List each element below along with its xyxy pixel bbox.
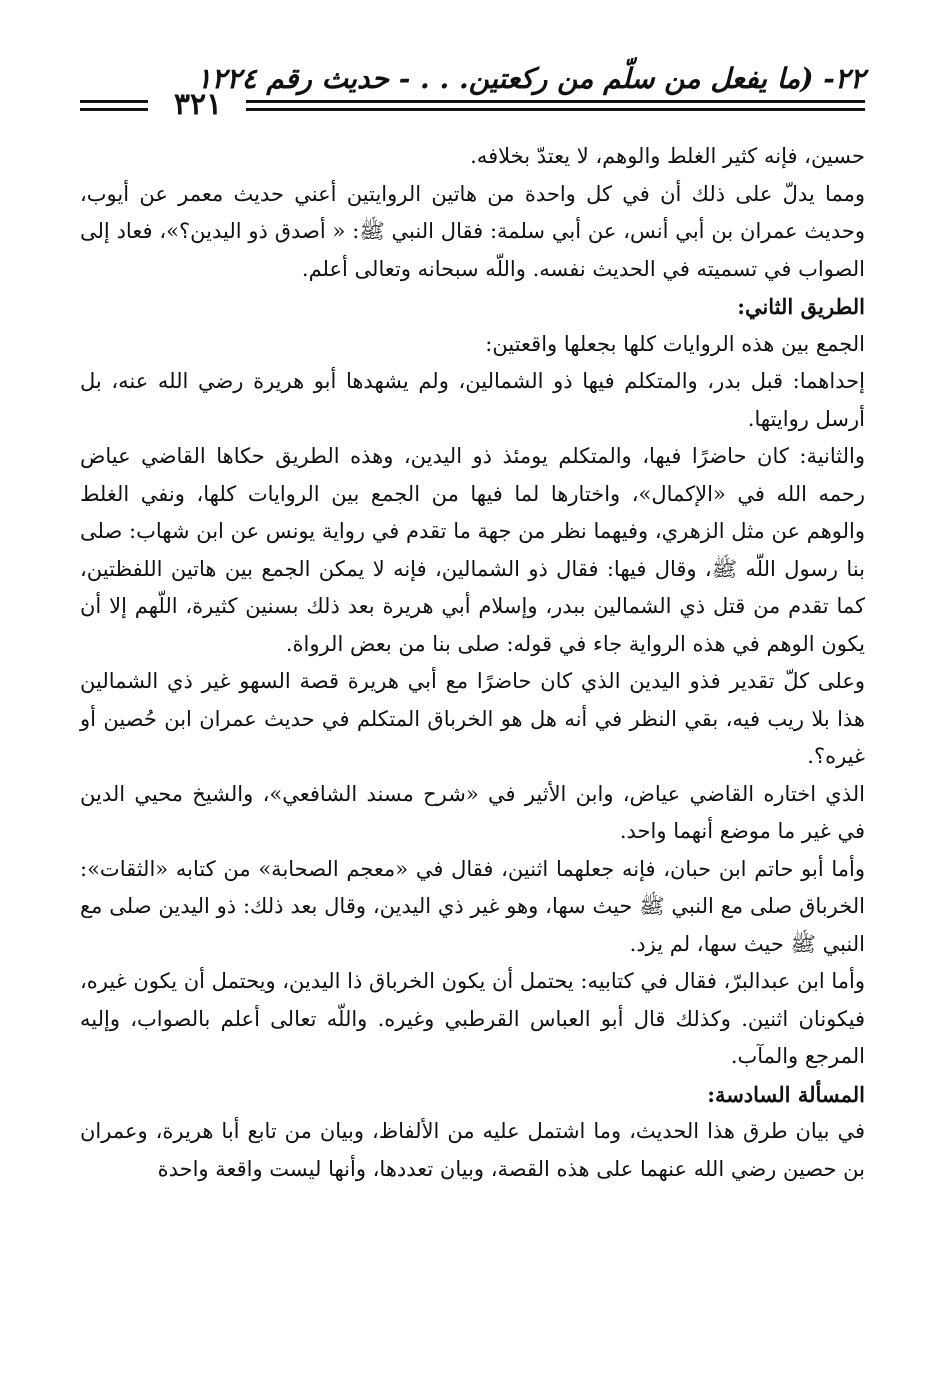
paragraph: وعلى كلّ تقدير فذو اليدين الذي كان حاضرًا مع أبي هريرة قصة السهو غير ذي الشمالين هذا بلا ريب فيه، بقي النظر في أنه هل هو الخرباق المتكلم في حديث عمران ابن حُصين أو غيره؟. [80,669,865,768]
paragraph: إحداهما: قبل بدر، والمتكلم فيها ذو الشمالين، ولم يشهدها أبو هريرة رضي الله عنه، بل أرسل روايتها. [80,369,865,431]
section-heading: الطريق الثاني: [737,294,865,319]
paragraph: الذي اختاره القاضي عياض، وابن الأثير في «شرح مسند الشافعي»، والشيخ محيي الدين في غير ما موضع أنهما واحد. [80,781,865,843]
page-number: ٣٢١ [173,87,223,122]
paragraph: وأما أبو حاتم ابن حبان، فإنه جعلهما اثنين، فقال في «معجم الصحابة» من كتابه «الثقات»: الخرباق صلى مع النبي ﷺ حيث سها، وهو غير ذي اليدين، وقال بعد ذلك: ذو اليدين صلى مع النبي ﷺ حيث سها، لم يزد. [80,856,865,956]
header-rule-right [246,100,865,111]
body-text [80,138,865,1188]
page-header [80,40,865,130]
paragraph: والثانية: كان حاضرًا فيها، والمتكلم يومئذ ذو اليدين، وهذه الطريق حكاها القاضي عياض رحمه الله في «الإكمال»، واختارها لما فيها من الجمع بين الروايات كلها، ونفي الغلط والوهم عن مثل الزهري، وفيهما نظر من جهة ما تقدم في رواية يونس عن ابن شهاب: صلى بنا رسول اللّه ﷺ، وقال فيها: فقال ذو الشمالين، فإنه لا يمكن الجمع بين هاتين اللفظتين، كما تقدم من قتل ذي الشمالين ببدر، وإسلام أبي هريرة بعد ذلك بسنين كثيرة، اللّهم إلا أن يكون الوهم في هذه الرواية جاء في قوله: صلى بنا من بعض الرواة. [80,444,865,656]
paragraph: الجمع بين هذه الروايات كلها بجعلها واقعتين: [485,331,865,356]
running-title: ٢٢- (ما يفعل من سلّم من ركعتين. . . - حديث رقم ١٢٢٤ [196,62,865,95]
paragraph: حسين، فإنه كثير الغلط والوهم، لا يعتدّ بخلافه. [470,144,865,168]
header-rule-left [80,100,148,111]
paragraph: ومما يدلّ على ذلك أن في كل واحدة من هاتين الروايتين أعني حديث معمر عن أيوب، وحديث عمران بن أبي أنس، عن أبي سلمة: فقال النبي ﷺ: « أصدق ذو اليدين؟»، فعاد إلى الصواب في تسميته في الحديث نفسه. واللّه سبحانه وتعالى أعلم. [80,181,865,281]
paragraph: وأما ابن عبدالبرّ، فقال في كتابيه: يحتمل أن يكون الخرباق ذا اليدين، ويحتمل أن يكون غيره، فيكونان اثنين. وكذلك قال أبو العباس القرطبي وغيره. واللّه تعالى أعلم بالصواب، وإليه المرجع والمآب. [80,969,865,1068]
section-heading: المسألة السادسة: [707,1081,865,1107]
paragraph: في بيان طرق هذا الحديث، وما اشتمل عليه من الألفاظ، وبيان من تابع أبا هريرة، وعمران بن حصين رضي الله عنهما على هذه القصة، وبيان تعددها، وأنها ليست واقعة واحدة [80,1119,866,1181]
